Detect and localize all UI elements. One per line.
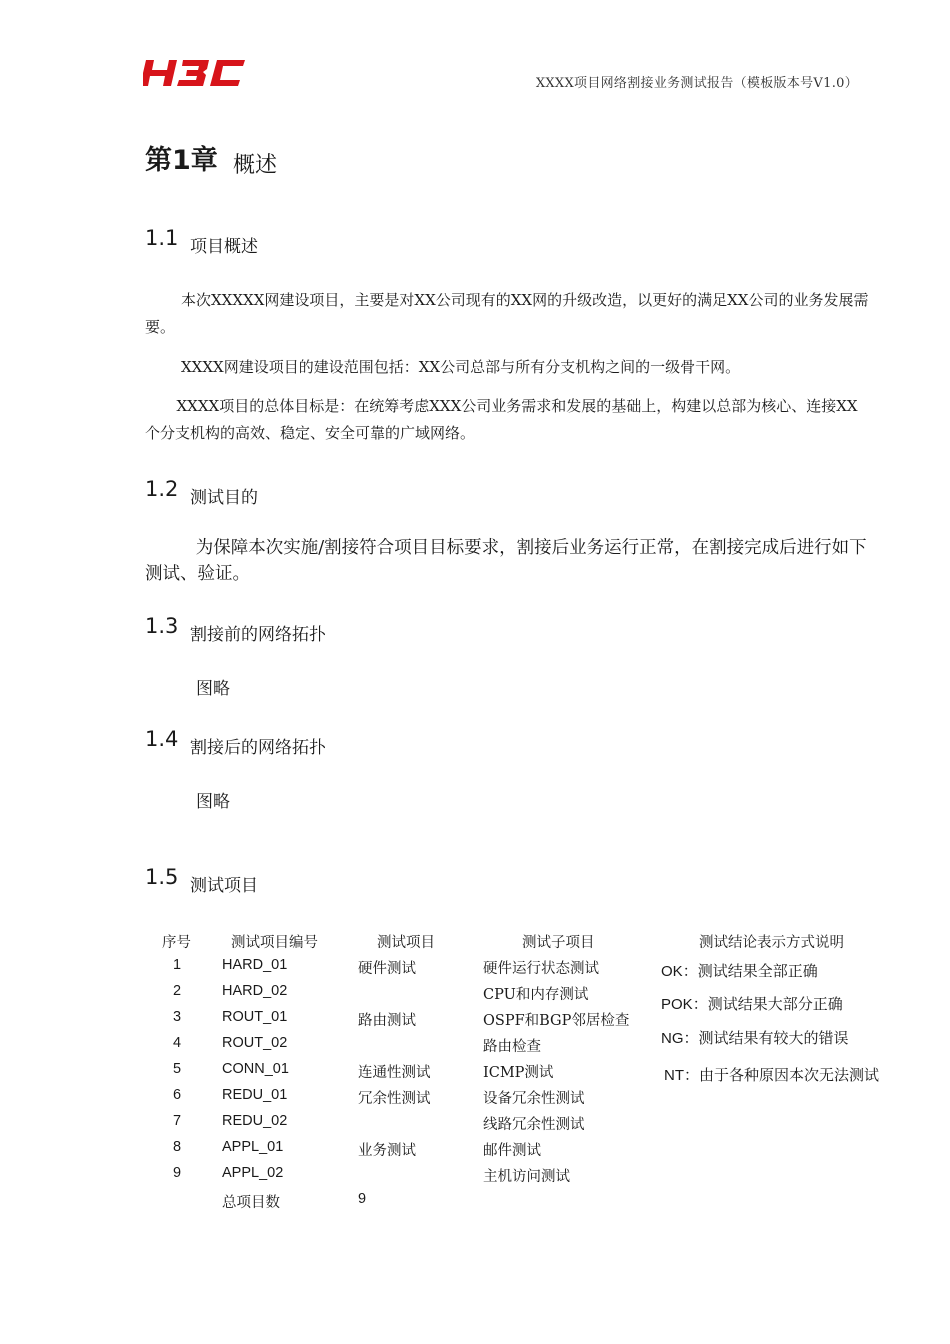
header-sub-item: 测试子项目 xyxy=(522,935,595,951)
legend-ok xyxy=(661,960,818,981)
row-sub: 邮件测试 xyxy=(483,1143,541,1159)
h3c-logo xyxy=(143,58,247,88)
chapter-title: 概述 xyxy=(233,153,278,178)
row-code: ROUT_01 xyxy=(222,1009,288,1025)
row-sub: 线路冗余性测试 xyxy=(483,1117,585,1133)
row-no: 2 xyxy=(173,983,182,999)
section-1-5-title: 测试项目 xyxy=(190,876,258,896)
overview-paragraph: 本次XXXXX网建设项目，主要是对XX公司现有的XX网的升级改造，以更好的满足XX公司的业务发展需要。 xyxy=(145,291,869,336)
header-code: 测试项目编号 xyxy=(231,935,318,951)
document-header-title: XXXX项目网络割接业务测试报告（模板版本号V1.0） xyxy=(535,76,858,91)
row-no: 7 xyxy=(173,1113,182,1129)
legend-pok xyxy=(661,993,843,1014)
legend-desc: ：测试结果有较大的错误 xyxy=(683,1029,849,1047)
row-code: APPL_01 xyxy=(222,1139,284,1155)
row-no: 4 xyxy=(173,1035,182,1051)
row-item: 业务测试 xyxy=(358,1143,416,1159)
row-code: CONN_01 xyxy=(222,1061,289,1077)
row-no: 1 xyxy=(173,957,182,973)
section-1-1-number: 1.1 xyxy=(145,226,179,250)
section-1-2-number: 1.2 xyxy=(145,477,179,501)
legend-code: NT xyxy=(664,1067,684,1084)
row-no: 5 xyxy=(173,1061,182,1077)
legend-ng xyxy=(661,1027,849,1048)
row-no: 6 xyxy=(173,1087,182,1103)
legend-desc: ：测试结果大部分正确 xyxy=(692,995,843,1013)
row-item: 硬件测试 xyxy=(358,961,416,977)
section-1-5-number: 1.5 xyxy=(145,865,179,889)
row-no: 3 xyxy=(173,1009,182,1025)
row-code: APPL_02 xyxy=(222,1165,284,1181)
row-item: 连通性测试 xyxy=(358,1065,431,1081)
legend-nt xyxy=(664,1064,879,1085)
row-code: REDU_02 xyxy=(222,1113,288,1129)
legend-desc: ：由于各种原因本次无法测试 xyxy=(684,1066,880,1084)
row-sub: OSPF和BGP邻居检查 xyxy=(483,1013,630,1029)
legend-desc: ：测试结果全部正确 xyxy=(682,962,818,980)
section-1-3-title: 割接前的网络拓扑 xyxy=(190,625,326,645)
legend-code: POK xyxy=(661,996,693,1013)
topology-before-placeholder: 图略 xyxy=(196,679,230,699)
row-code: REDU_01 xyxy=(222,1087,288,1103)
row-no: 8 xyxy=(173,1139,182,1155)
total-label: 总项目数 xyxy=(222,1195,280,1211)
topology-after-placeholder: 图略 xyxy=(196,792,230,812)
section-1-3-number: 1.3 xyxy=(145,614,179,638)
row-code: HARD_02 xyxy=(222,983,288,999)
row-sub: CPU和内存测试 xyxy=(483,987,589,1003)
legend-code: OK xyxy=(661,963,683,980)
row-item: 冗余性测试 xyxy=(358,1091,431,1107)
row-sub: ICMP测试 xyxy=(483,1065,554,1081)
row-sub: 硬件运行状态测试 xyxy=(483,961,599,977)
chapter-number: 第1章 xyxy=(145,145,218,176)
overview-paragraph: XXXX项目的总体目标是：在统筹考虑XXX公司业务需求和发展的基础上，构建以总部为核心、连接XX个分支机构的高效、稳定、安全可靠的广域网络。 xyxy=(145,397,858,442)
section-1-4-title: 割接后的网络拓扑 xyxy=(190,738,326,758)
header-no: 序号 xyxy=(162,935,191,951)
section-1-2-title: 测试目的 xyxy=(190,488,258,508)
section-1-4-number: 1.4 xyxy=(145,727,179,751)
total-value: 9 xyxy=(358,1191,367,1207)
row-code: ROUT_02 xyxy=(222,1035,288,1051)
purpose-paragraph: 为保障本次实施/割接符合项目目标要求，割接后业务运行正常，在割接完成后进行如下测试、验证。 xyxy=(145,538,867,584)
row-code: HARD_01 xyxy=(222,957,288,973)
row-no: 9 xyxy=(173,1165,182,1181)
header-legend: 测试结论表示方式说明 xyxy=(699,935,844,951)
row-item: 路由测试 xyxy=(358,1013,416,1029)
row-sub: 设备冗余性测试 xyxy=(483,1091,585,1107)
row-sub: 路由检查 xyxy=(483,1039,541,1055)
legend-code: NG xyxy=(661,1030,684,1047)
section-1-1-title: 项目概述 xyxy=(190,237,258,257)
row-sub: 主机访问测试 xyxy=(483,1169,570,1185)
overview-paragraph: XXXX网建设项目的建设范围包括：XX公司总部与所有分支机构之间的一级骨干网。 xyxy=(181,358,741,376)
header-item: 测试项目 xyxy=(377,935,435,951)
